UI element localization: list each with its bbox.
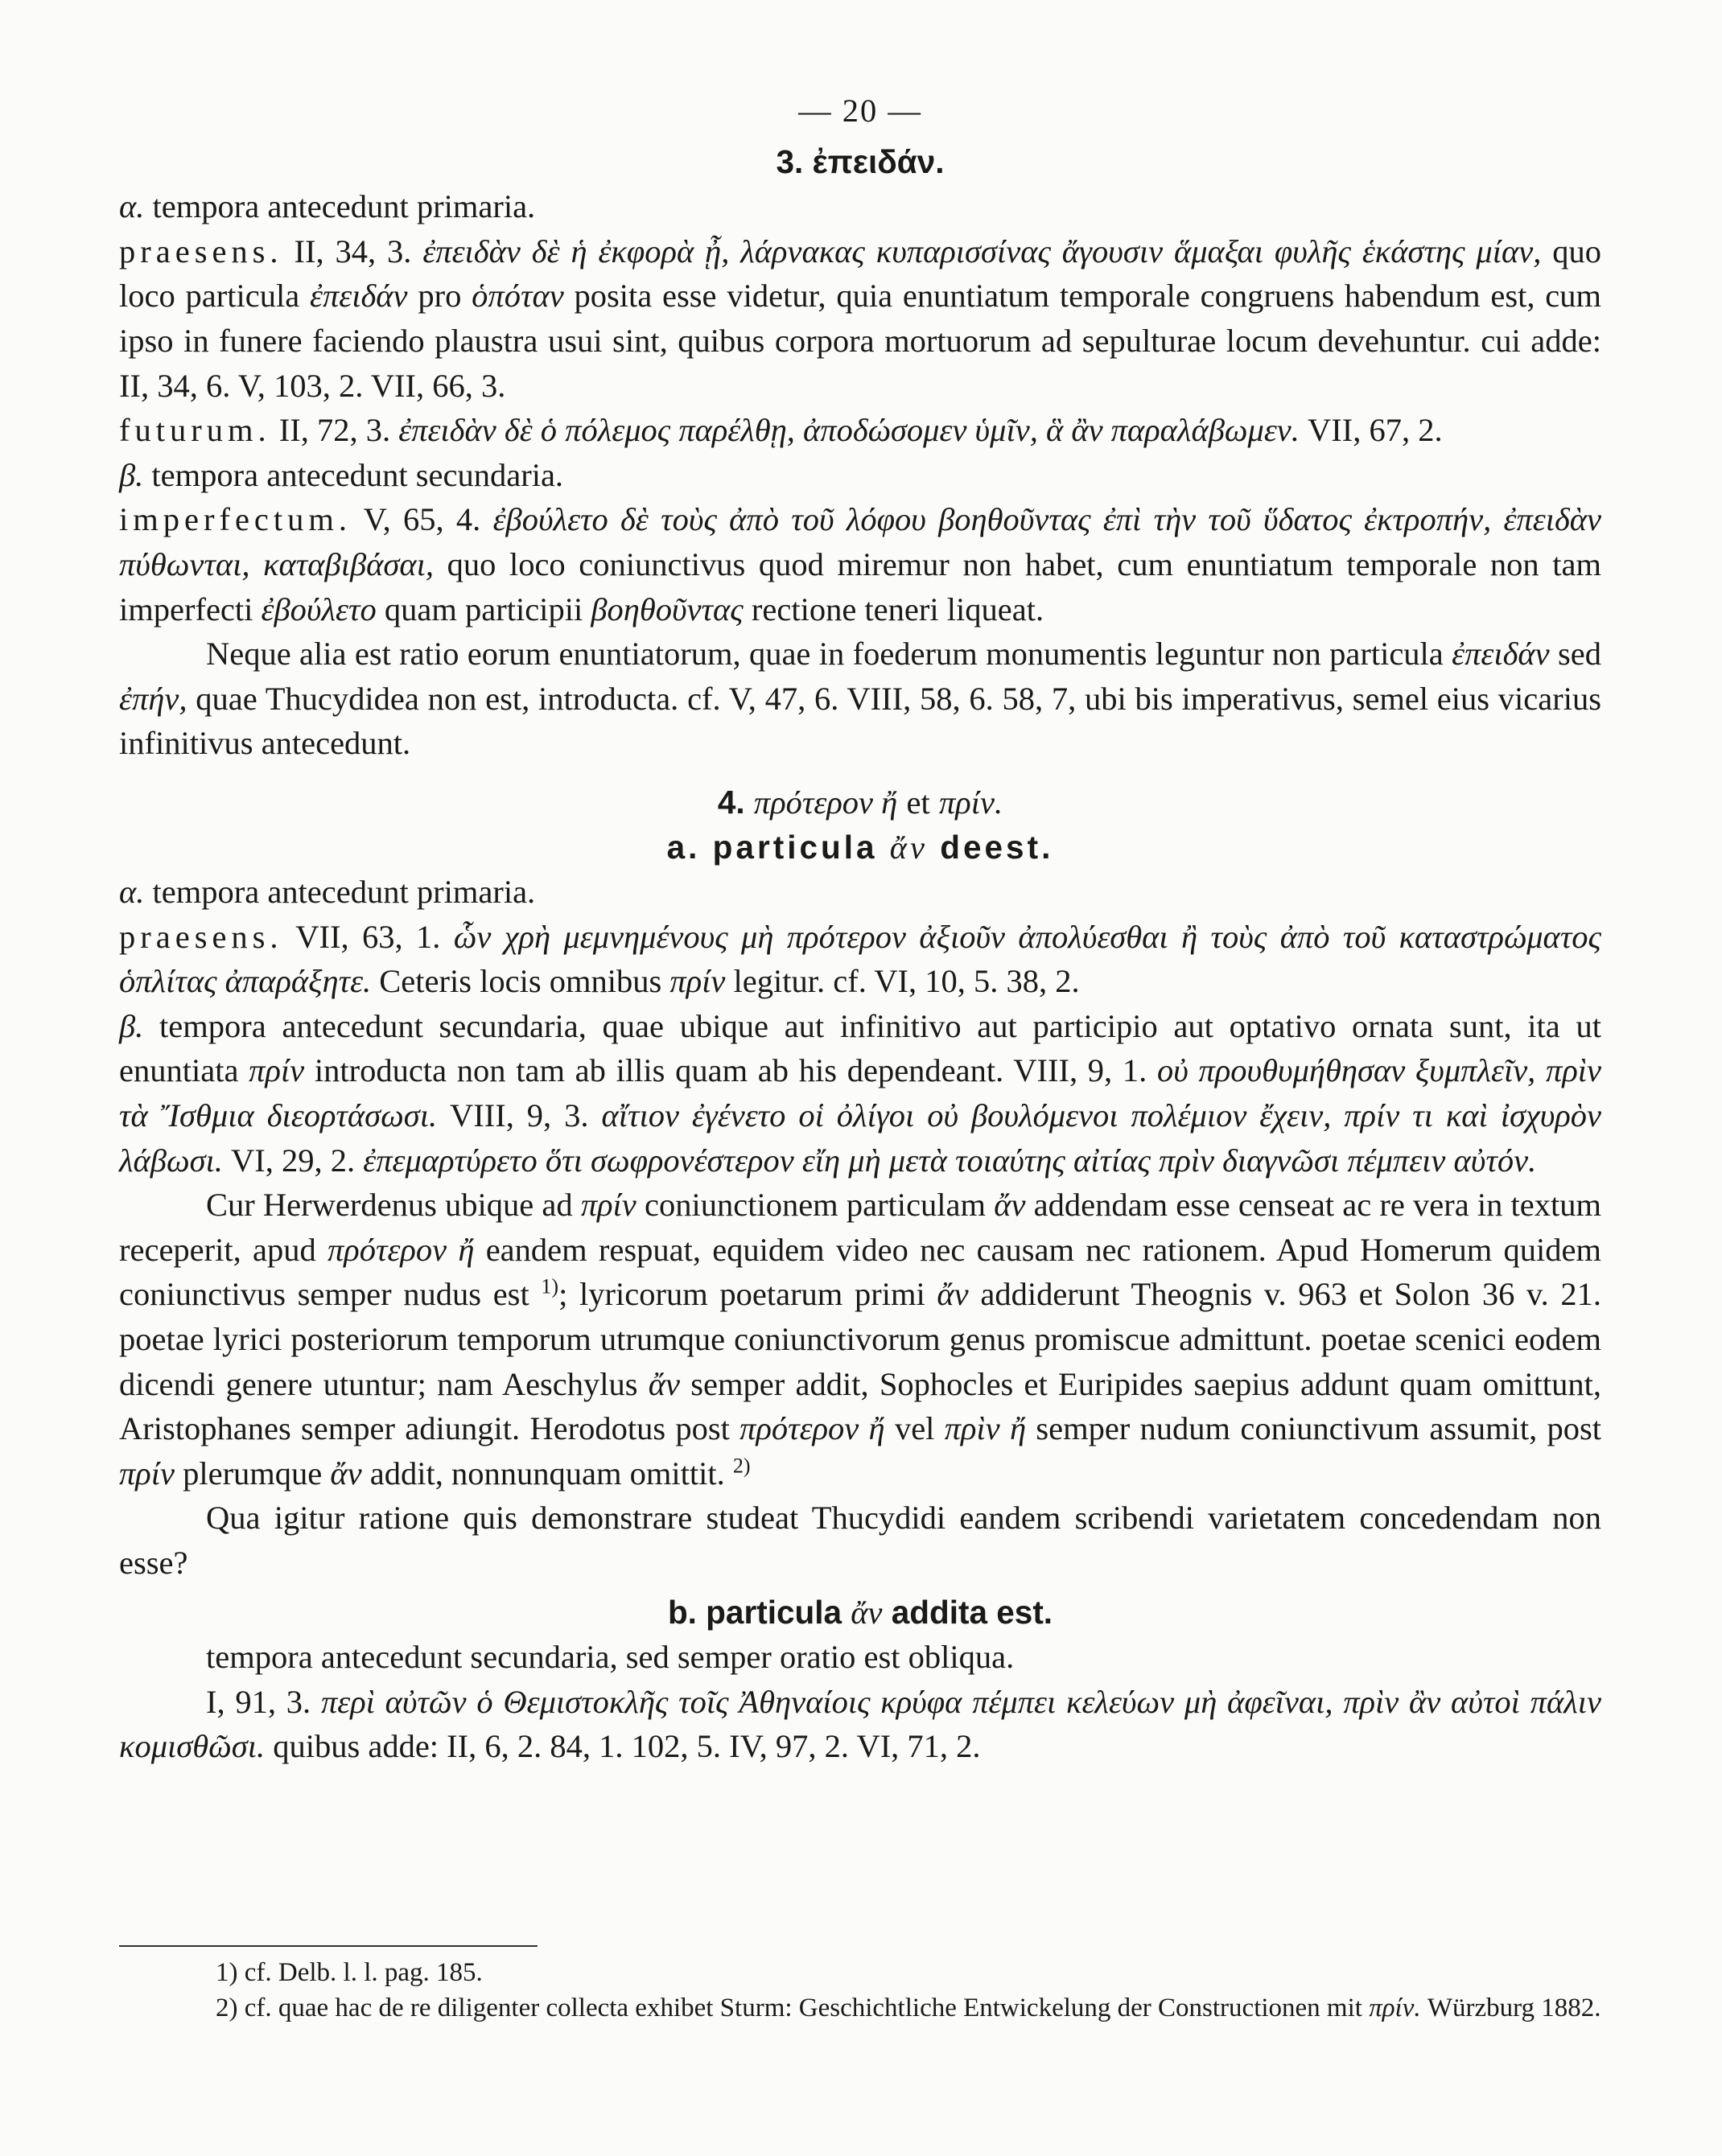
greek-quote: ὧν χρὴ μεμνημένους μὴ πρότερον ἀξιοῦν ἀπολύεσθαι ἢ τοὺς ἀπὸ τοῦ καταστρώματος ὁπλίτας ἀπαράξητε. bbox=[119, 918, 1601, 1000]
paragraph: Neque alia est ratio eorum enuntiatorum, quae in foederum monumentis leguntur non particula ἐπειδάν sed ἐπήν, quae Thucydidea non est, introducta. cf. V, 47, 6. VIII, 58, 6. 58, 7, ubi bis imperativus, semel eius vicarius infinitivus antecedunt. bbox=[119, 636, 1601, 762]
paragraph: β. tempora antecedunt secundaria. bbox=[119, 456, 564, 493]
footnote-1: 1) cf. Delb. l. l. pag. 185. bbox=[216, 1958, 483, 1987]
greek-quote: ἐπειδὰν δὲ ἡ ἐκφορὰ ᾖ, λάρνακας κυπαρισσίνας ἄγουσιν ἅμαξαι φυλῆς ἑκάστης μίαν, bbox=[422, 232, 1542, 270]
paragraph: praesens. VII, 63, 1. ὧν χρὴ μεμνημένους μὴ πρότερον ἀξιοῦν ἀπολύεσθαι ἢ τοὺς ἀπὸ τοῦ καταστρώματος ὁπλίτας ἀπαράξητε. Ceteris locis omnibus πρίν legitur. cf. VI, 10, 5. 38, 2. bbox=[119, 918, 1601, 1000]
greek-quote: αἴτιον ἐγένετο οἱ ὀλίγοι οὐ βουλόμενοι πολέμιον ἔχειν, πρίν τι καὶ ἰσχυρὸν λάβωσι. bbox=[119, 1097, 1602, 1179]
footnotes bbox=[119, 1945, 1601, 2026]
paragraph: imperfectum. V, 65, 4. ἐβούλετο δὲ τοὺς ἀπὸ τοῦ λόφου βοηθοῦντας ἐπὶ τὴν τοῦ ὕδατος ἐκτροπήν, ἐπειδὰν πύθωνται, καταβιβάσαι, quo loco coniunctivus quod miremur non habet, cum enuntiatum temporale non tam imperfecti ἐβούλετο quam participii βοηθοῦντας rectione teneri liqueat. bbox=[119, 501, 1602, 627]
greek-quote: ἐβούλετο δὲ τοὺς ἀπὸ τοῦ λόφου βοηθοῦντας ἐπὶ τὴν τοῦ ὕδατος ἐκτροπήν, ἐπειδὰν πύθωνται, καταβιβάσαι, bbox=[119, 501, 1602, 582]
footnote-2: 2) cf. quae hac de re diligenter collecta exhibet Sturm: Geschichtliche Entwickelung der Constructionen mit πρίν. Würzburg 1882. bbox=[216, 1993, 1601, 2022]
greek-quote: ἐπειδὰν δὲ ὁ πόλεμος παρέλθῃ, ἀποδώσομεν ὑμῖν, ἃ ἂν παραλάβωμεν. bbox=[398, 412, 1300, 449]
paragraph: tempora antecedunt secundaria, sed semper oratio est obliqua. bbox=[206, 1639, 1015, 1676]
section-heading-3: 3. ἐπειδάν. bbox=[776, 142, 945, 180]
footnote-divider bbox=[119, 1945, 538, 1947]
paragraph: I, 91, 3. περὶ αὐτῶν ὁ Θεμιστοκλῆς τοῖς Ἀθηναίοις κρύφα πέμπει κελεύων μὴ ἀφεῖναι, πρὶν ἂν αὐτοὶ πάλιν κομισθῶσι. quibus adde: II, 6, 2. 84, 1. 102, 5. IV, 97, 2. VI, 71, 2. bbox=[119, 1683, 1601, 1765]
footnote-ref-2: 2) bbox=[732, 1454, 751, 1478]
footnote-ref-1: 1) bbox=[541, 1274, 559, 1298]
paragraph: Cur Herwerdenus ubique ad πρίν coniunctionem particulam ἄν addendam esse censeat ac re vera in textum receperit, apud πρότερον ἤ eandem respuat, equidem video nec causam nec rationem. Apud Homerum quidem coniunctivus semper nudus est $^{1)}$; lyricorum poetarum primi ἄν addiderunt Theognis v. 963 et Solon 36 v. 21. poetae lyrici posteriorum temporum utrumque coniunctivorum genus promiscue admittunt. poetae scenici eodem dicendi genere utuntur; nam Aeschylus ἄν semper addit, Sophocles et Euripides saepius addunt quam omittunt, Aristophanes semper adiungit. Herodotus post πρότερον ἤ vel πρὶν ἤ semper nudum coniunctivum assumit, post πρίν plerumque ἄν addit, nonnunquam omittit. $^{2)}$ bbox=[119, 1187, 1602, 1492]
greek-quote: οὐ προυθυμήθησαν ξυμπλεῖν, πρὶν τὰ Ἴσθμια διεορτάσωσι. bbox=[119, 1052, 1601, 1134]
main-text bbox=[119, 88, 1601, 1769]
paragraph: Qua igitur ratione quis demonstrare studeat Thucydidi eandem scribendi varietatem concedendam non esse? bbox=[119, 1500, 1601, 1581]
page-number: — 20 — bbox=[798, 93, 922, 129]
paragraph: futurum. II, 72, 3. ἐπειδὰν δὲ ὁ πόλεμος παρέλθῃ, ἀποδώσομεν ὑμῖν, ἃ ἂν παραλάβωμεν. VII, 67, 2. bbox=[119, 412, 1443, 449]
paragraph: β. tempora antecedunt secundaria, quae ubique aut infinitivo aut participio aut optativo ornata sunt, ita ut enuntiata πρίν introducta non tam ab illis quam ab his dependeant. VIII, 9, 1. οὐ προυθυμήθησαν ξυμπλεῖν, πρὶν τὰ Ἴσθμια διεορτάσωσι. VIII, 9, 3. αἴτιον ἐγένετο οἱ ὀλίγοι οὐ βουλόμενοι πολέμιον ἔχειν, πρίν τι καὶ ἰσχυρὸν λάβωσι. VI, 29, 2. ἐπεμαρτύρετο ὅτι σωφρονέστερον εἴη μὴ μετὰ τοιαύτης αἰτίας πρὶν διαγνῶσι πέμπειν αὐτόν. bbox=[119, 1007, 1602, 1179]
section-heading-4: 4. πρότερον ἤ et πρίν. bbox=[717, 783, 1003, 821]
paragraph: α. tempora antecedunt primaria. bbox=[119, 874, 536, 911]
paragraph: praesens. II, 34, 3. ἐπειδὰν δὲ ἡ ἐκφορὰ ᾖ, λάρνακας κυπαρισσίνας ἄγουσιν ἅμαξαι φυλῆς ἑκάστης μίαν, quo loco particula ἐπειδάν pro ὁπόταν posita esse videtur, quia enuntiatum temporale congruens habendum est, cum ipso in funere faciendo plaustra usui sint, quibus corpora mortuorum ad sepulturae locum devehuntur. cui adde: II, 34, 6. V, 103, 2. VII, 66, 3. bbox=[119, 232, 1602, 404]
greek-quote: περὶ αὐτῶν ὁ Θεμιστοκλῆς τοῖς Ἀθηναίοις κρύφα πέμπει κελεύων μὴ ἀφεῖναι, πρὶν ἂν αὐτοὶ πάλιν κομισθῶσι. bbox=[119, 1683, 1601, 1765]
paragraph: α. tempora antecedunt primaria. bbox=[119, 188, 536, 225]
subheading-b: b. particula ἄν addita est. bbox=[667, 1593, 1053, 1631]
subheading-a: a. particula ἄν deest. bbox=[666, 828, 1054, 866]
greek-quote: ἐπεμαρτύρετο ὅτι σωφρονέστερον εἴη μὴ μετὰ τοιαύτης αἰτίας πρὶν διαγνῶσι πέμπειν αὐτόν. bbox=[363, 1142, 1537, 1179]
